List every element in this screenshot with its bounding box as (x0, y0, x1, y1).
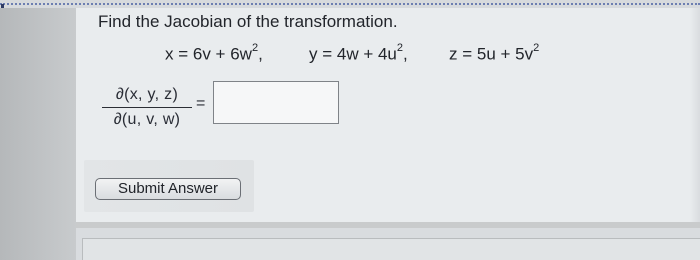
jacobian-numerator: ∂(x, y, z) (115, 86, 179, 103)
next-question-frame (82, 238, 700, 260)
equation-z (449, 44, 539, 65)
equation-y-exponent: 2 (396, 42, 404, 54)
equation-x-text: x = 6v + 6w (165, 44, 252, 64)
question-prompt: Find the Jacobian of the transformation. (98, 12, 398, 31)
left-marker (1, 4, 4, 8)
equation-x-separator: , (258, 44, 263, 64)
answer-input[interactable] (213, 81, 339, 124)
submit-answer-button[interactable]: Submit Answer (95, 178, 241, 200)
equation-x-exponent: 2 (251, 42, 259, 54)
jacobian-denominator: ∂(u, v, w) (113, 111, 181, 128)
top-dotted-border (0, 3, 700, 5)
right-shade (690, 8, 700, 222)
jacobian-fraction (102, 86, 192, 129)
equation-x (165, 44, 263, 65)
equation-y-text: y = 4w + 4u (309, 44, 397, 64)
equation-y (309, 44, 408, 65)
left-shade (0, 8, 76, 260)
equation-y-separator: , (403, 44, 408, 64)
equation-z-exponent: 2 (533, 42, 540, 54)
equation-z-text: z = 5u + 5v (449, 44, 534, 64)
equals-sign: = (196, 95, 206, 112)
